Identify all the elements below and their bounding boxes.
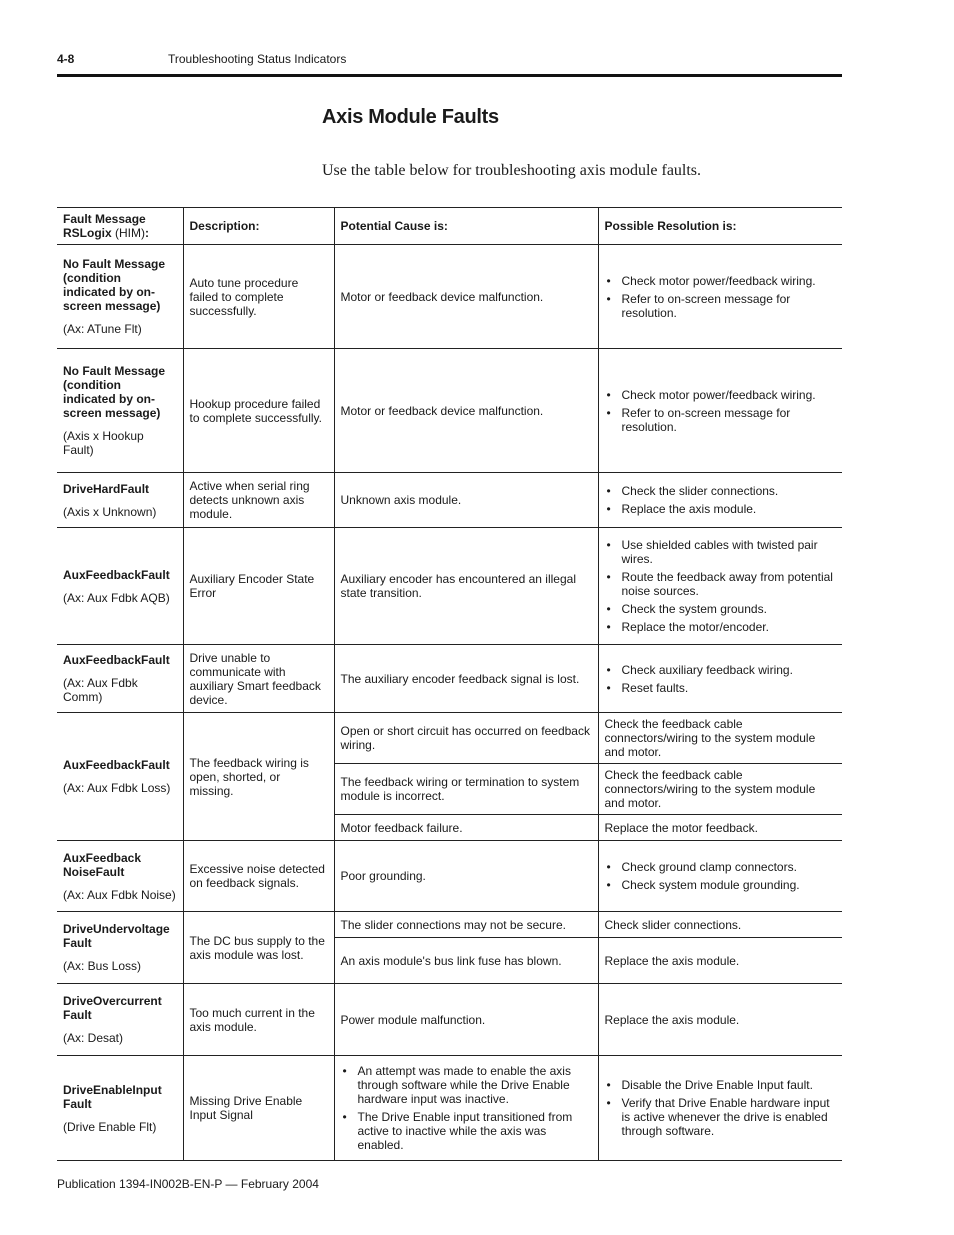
possible-resolution <box>598 841 842 912</box>
header-fault-message: Fault Message RSLogix (HIM): <box>57 208 183 245</box>
table-row <box>57 528 842 645</box>
table-row <box>57 713 842 764</box>
fault-description: Auto tune procedure failed to complete successfully. <box>183 245 334 349</box>
table-row <box>57 245 842 349</box>
fault-code: (Ax: Bus Loss) <box>63 959 142 973</box>
resolution-list <box>605 484 837 516</box>
fault-name: No Fault Message (condition indicated by on-screen message) <box>63 364 166 420</box>
fault-code: (Axis x Unknown) <box>63 504 157 519</box>
publication-footer: Publication 1394-IN002B-EN-P — February 2004 <box>57 1177 319 1191</box>
table-row <box>57 645 842 713</box>
table-row <box>57 841 842 912</box>
list-item: • Check auxiliary feedback wiring. <box>605 663 837 677</box>
fault-code: (Ax: Aux Fdbk Comm) <box>63 676 138 704</box>
list-item: • Check motor power/feedback wiring. <box>605 274 837 288</box>
fault-name: DriveEnableInput Fault <box>63 1082 162 1111</box>
fault-description: Active when serial ring detects unknown axis module. <box>183 473 334 528</box>
fault-name: AuxFeedbackFault <box>63 567 170 582</box>
fault-name-cell <box>57 1056 183 1161</box>
list-item: • Reset faults. <box>605 681 837 695</box>
resolution-list <box>605 274 837 320</box>
fault-name: AuxFeedback NoiseFault <box>63 850 142 879</box>
intro-paragraph: Use the table below for troubleshooting axis module faults. <box>322 162 702 179</box>
fault-name: AuxFeedbackFault <box>63 653 170 667</box>
possible-resolution <box>598 245 842 349</box>
resolution-list <box>605 538 837 634</box>
fault-name-cell <box>57 528 183 645</box>
fault-name: No Fault Message (condition indicated by on-screen message) <box>63 257 166 313</box>
fault-name-cell <box>57 912 183 984</box>
fault-code: (Ax: Aux Fdbk AQB) <box>63 590 170 605</box>
fault-name-cell <box>57 473 183 528</box>
fault-description: Too much current in the axis module. <box>183 984 334 1056</box>
header-rule <box>57 74 842 77</box>
table-row <box>57 1056 842 1161</box>
possible-resolution <box>598 349 842 473</box>
list-item: • Check motor power/feedback wiring. <box>605 388 837 402</box>
fault-name: AuxFeedbackFault <box>63 758 170 772</box>
fault-table-body <box>57 245 842 1161</box>
list-item: • Refer to on-screen message for resolution. <box>605 292 837 320</box>
possible-resolution: Replace the axis module. <box>598 938 842 984</box>
fault-name-cell <box>57 645 183 713</box>
list-item: • An attempt was made to enable the axis through software while the Drive Enable hardware input was inactive. <box>341 1064 592 1106</box>
fault-name: DriveOvercurrent Fault <box>63 994 162 1022</box>
list-item: • Replace the motor/encoder. <box>605 620 837 634</box>
list-item: • Check ground clamp connectors. <box>605 860 837 874</box>
fault-name-cell <box>57 984 183 1056</box>
possible-resolution <box>598 528 842 645</box>
list-item: • Use shielded cables with twisted pair wires. <box>605 538 837 566</box>
potential-cause: Poor grounding. <box>334 841 598 912</box>
fault-code: (Drive Enable Flt) <box>63 1119 157 1134</box>
table-row <box>57 912 842 938</box>
running-header-title: Troubleshooting Status Indicators <box>168 52 347 66</box>
resolution-list <box>605 663 837 695</box>
possible-resolution: Check the feedback cable connectors/wiring to the system module and motor. <box>598 713 842 764</box>
possible-resolution <box>598 645 842 713</box>
header-resolution: Possible Resolution is: <box>598 208 842 245</box>
list-item: • Check system module grounding. <box>605 878 837 892</box>
page-number: 4-8 <box>57 52 75 66</box>
list-item: • Replace the axis module. <box>605 502 837 516</box>
potential-cause: Motor feedback failure. <box>334 815 598 841</box>
potential-cause: An axis module's bus link fuse has blown. <box>334 938 598 984</box>
table-header-row <box>57 208 842 245</box>
table-row <box>57 349 842 473</box>
possible-resolution: Replace the axis module. <box>598 984 842 1056</box>
potential-cause <box>334 1056 598 1161</box>
resolution-list <box>605 860 837 892</box>
fault-name: DriveUndervoltage Fault <box>63 922 170 950</box>
fault-name-cell <box>57 713 183 841</box>
possible-resolution: Check the feedback cable connectors/wiring to the system module and motor. <box>598 764 842 815</box>
cause-list <box>341 1064 592 1152</box>
fault-table <box>57 207 842 1161</box>
possible-resolution: Replace the motor feedback. <box>598 815 842 841</box>
potential-cause: Motor or feedback device malfunction. <box>334 245 598 349</box>
fault-description: The DC bus supply to the axis module was lost. <box>183 912 334 984</box>
potential-cause: The feedback wiring or termination to system module is incorrect. <box>334 764 598 815</box>
fault-code: (Ax: ATune Flt) <box>63 322 142 336</box>
fault-name-cell <box>57 349 183 473</box>
list-item: • Check the slider connections. <box>605 484 837 498</box>
section-title: Axis Module Faults <box>322 106 499 128</box>
resolution-list <box>605 388 837 434</box>
potential-cause: Unknown axis module. <box>334 473 598 528</box>
fault-description: Drive unable to communicate with auxiliary Smart feedback device. <box>183 645 334 713</box>
potential-cause: Motor or feedback device malfunction. <box>334 349 598 473</box>
potential-cause: The slider connections may not be secure. <box>334 912 598 938</box>
fault-code: (Ax: Desat) <box>63 1031 124 1045</box>
list-item: • The Drive Enable input transitioned from active to inactive while the axis was enabled. <box>341 1110 592 1152</box>
table-row <box>57 473 842 528</box>
list-item: • Route the feedback away from potential noise sources. <box>605 570 837 598</box>
fault-description: The feedback wiring is open, shorted, or missing. <box>183 713 334 841</box>
possible-resolution <box>598 1056 842 1161</box>
fault-code: (Ax: Aux Fdbk Loss) <box>63 781 171 795</box>
resolution-list <box>605 1078 837 1138</box>
potential-cause: Open or short circuit has occurred on feedback wiring. <box>334 713 598 764</box>
fault-description: Hookup procedure failed to complete successfully. <box>183 349 334 473</box>
header-description: Description: <box>183 208 334 245</box>
possible-resolution: Check slider connections. <box>598 912 842 938</box>
potential-cause: The auxiliary encoder feedback signal is lost. <box>334 645 598 713</box>
list-item: • Disable the Drive Enable Input fault. <box>605 1078 837 1092</box>
fault-code: (Ax: Aux Fdbk Noise) <box>63 887 176 902</box>
potential-cause: Power module malfunction. <box>334 984 598 1056</box>
list-item: • Refer to on-screen message for resolution. <box>605 406 837 434</box>
table-row <box>57 984 842 1056</box>
potential-cause: Auxiliary encoder has encountered an illegal state transition. <box>334 528 598 645</box>
fault-name-cell <box>57 245 183 349</box>
list-item: • Verify that Drive Enable hardware input is active whenever the drive is enabled through software. <box>605 1096 837 1138</box>
possible-resolution <box>598 473 842 528</box>
header-cause: Potential Cause is: <box>334 208 598 245</box>
fault-name: DriveHardFault <box>63 481 150 496</box>
fault-description: Missing Drive Enable Input Signal <box>183 1056 334 1161</box>
fault-name-cell <box>57 841 183 912</box>
fault-description: Excessive noise detected on feedback signals. <box>183 841 334 912</box>
fault-description: Auxiliary Encoder State Error <box>183 528 334 645</box>
list-item: • Check the system grounds. <box>605 602 837 616</box>
fault-code: (Axis x Hookup Fault) <box>63 429 144 457</box>
